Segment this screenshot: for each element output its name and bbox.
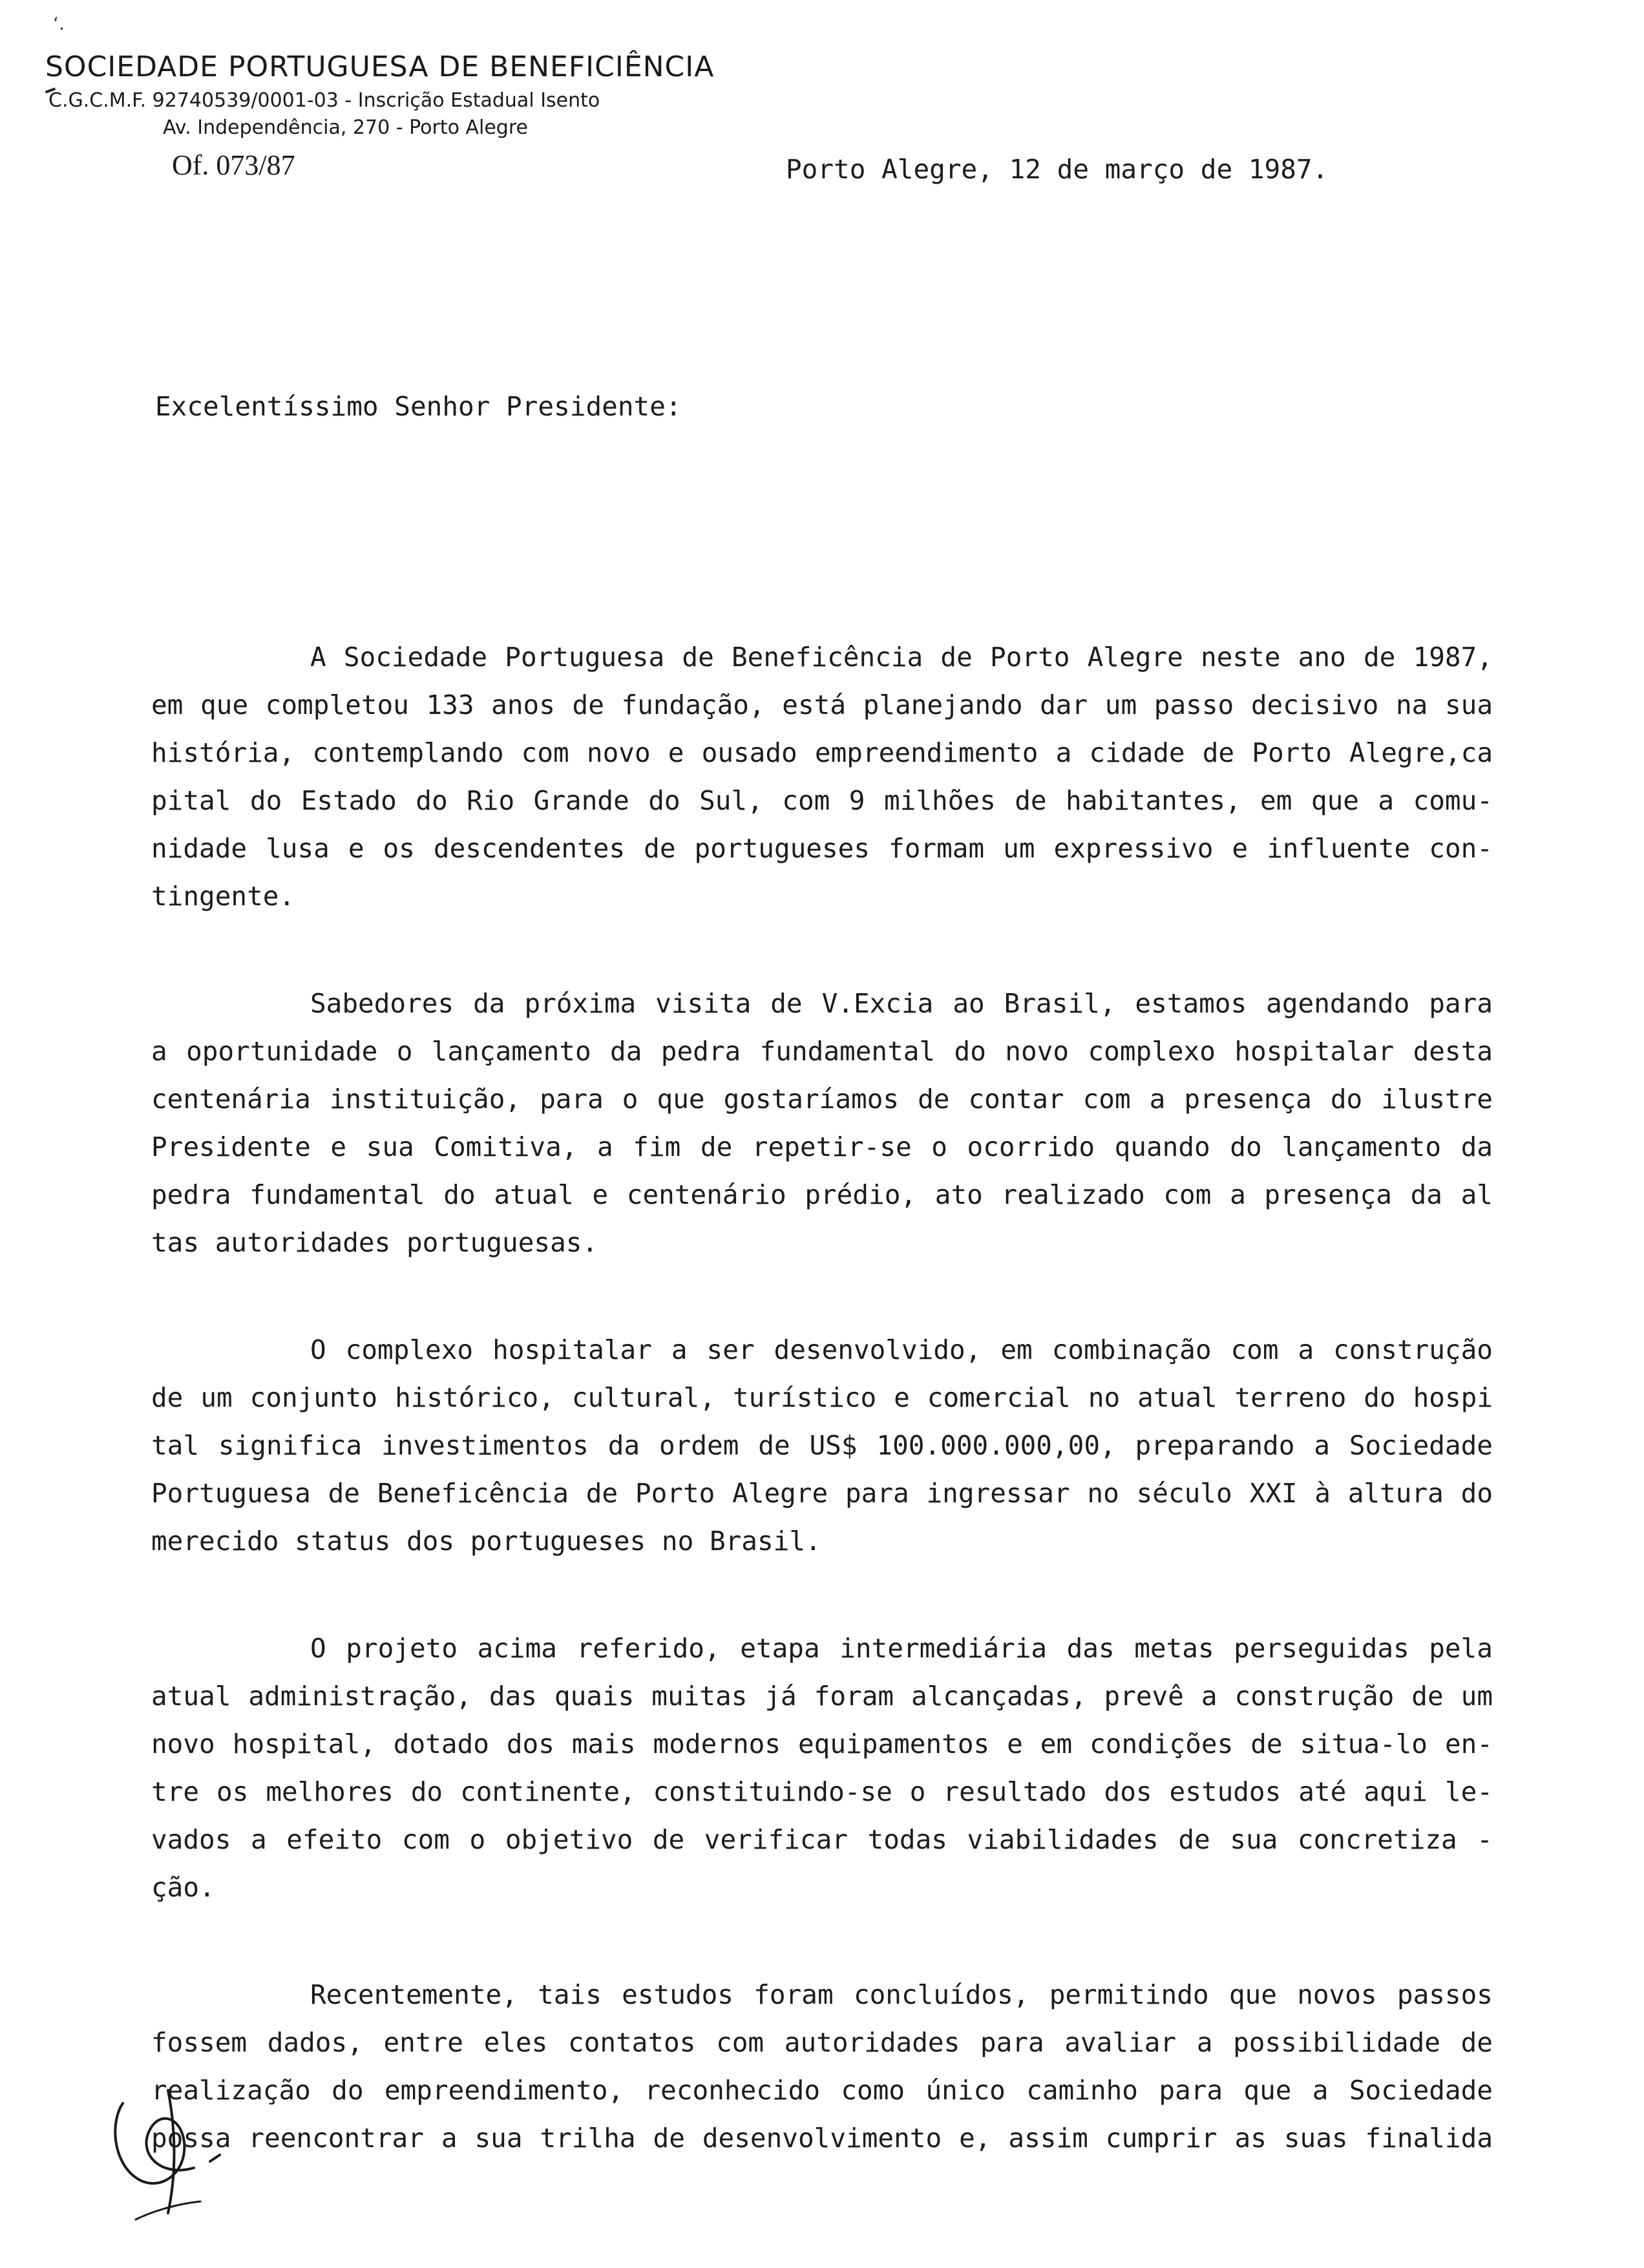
letterhead-organization: SOCIEDADE PORTUGUESA DE BENEFICIÊNCIA — [45, 50, 715, 83]
paragraph-line: nidade lusa e os descendentes de portugueses formam um expressivo e influente con- — [151, 833, 1493, 864]
paragraph-line: atual administração, das quais muitas já foram alcançadas, prevê a construção de um — [151, 1681, 1493, 1712]
paragraph-line: centenária instituição, para o que gostaríamos de contar com a presença do ilustre — [151, 1084, 1493, 1115]
paragraph-line: em que completou 133 anos de fundação, está planejando dar um passo decisivo na sua — [151, 689, 1493, 720]
paragraph-3 — [151, 1326, 1493, 1565]
paragraph-line: merecido status dos portugueses no Brasil. — [151, 1526, 821, 1557]
letterhead-cgc: C.G.C.M.F. 92740539/0001-03 - Inscrição Estadual Isento — [48, 89, 600, 112]
paragraph-5 — [151, 1971, 1493, 2162]
paragraph-line: Sabedores da próxima visita de V.Excia ao Brasil, estamos agendando para — [310, 988, 1493, 1019]
paragraph-line: realização do empreendimento, reconhecido como único caminho para que a Sociedade — [151, 2075, 1493, 2106]
letterhead-address: Av. Independência, 270 - Porto Alegre — [163, 116, 528, 139]
paragraph-line: O complexo hospitalar a ser desenvolvido, em combinação com a construção — [310, 1334, 1493, 1365]
paragraph-line: pedra fundamental do atual e centenário prédio, ato realizado com a presença da al — [151, 1179, 1493, 1210]
letter-reference: Of. 073/87 — [172, 149, 295, 181]
paragraph-line: de um conjunto histórico, cultural, turístico e comercial no atual terreno do hospi — [151, 1382, 1493, 1413]
paragraph-line: fossem dados, entre eles contatos com autoridades para avaliar a possibilidade de — [151, 2027, 1493, 2058]
paragraph-line: tingente. — [151, 881, 295, 912]
paragraph-line: vados a efeito com o objetivo de verificar todas viabilidades de sua concretiza - — [151, 1824, 1493, 1855]
paragraph-line: Portuguesa de Beneficência de Porto Alegre para ingressar no século XXI à altura do — [151, 1478, 1493, 1509]
salutation: Excelentíssimo Senhor Presidente: — [155, 391, 682, 422]
paragraph-4 — [151, 1624, 1493, 1911]
paragraph-line: Presidente e sua Comitiva, a fim de repetir-se o ocorrido quando do lançamento da — [151, 1131, 1493, 1162]
date-line: Porto Alegre, 12 de março de 1987. — [786, 154, 1329, 185]
paragraph-line: O projeto acima referido, etapa intermediária das metas perseguidas pela — [310, 1633, 1493, 1664]
stray-pen-mark: ‘. — [53, 13, 65, 34]
paragraph-line: A Sociedade Portuguesa de Beneficência de Porto Alegre neste ano de 1987, — [310, 642, 1493, 673]
paragraph-line: ção. — [151, 1872, 215, 1903]
letter-body — [151, 633, 1493, 2221]
paragraph-2 — [151, 980, 1493, 1266]
handwritten-initials — [97, 2064, 252, 2232]
paragraph-line: história, contemplando com novo e ousado empreendimento a cidade de Porto Alegre,ca — [151, 737, 1493, 768]
paragraph-line: tre os melhores do continente, constituindo-se o resultado dos estudos até aqui le- — [151, 1776, 1493, 1807]
paragraph-line: Recentemente, tais estudos foram concluídos, permitindo que novos passos — [310, 1979, 1493, 2010]
paragraph-1 — [151, 633, 1493, 920]
paragraph-line: a oportunidade o lançamento da pedra fundamental do novo complexo hospitalar desta — [151, 1036, 1493, 1067]
paragraph-line: tal significa investimentos da ordem de US$ 100.000.000,00, preparando a Sociedade — [151, 1430, 1493, 1461]
paragraph-line: pital do Estado do Rio Grande do Sul, com 9 milhões de habitantes, em que a comu- — [151, 785, 1493, 816]
paragraph-line: possa reencontrar a sua trilha de desenvolvimento e, assim cumprir as suas finalida — [151, 2123, 1493, 2154]
paragraph-line: tas autoridades portuguesas. — [151, 1227, 598, 1258]
paragraph-line: novo hospital, dotado dos mais modernos equipamentos e em condições de situa-lo en- — [151, 1728, 1493, 1759]
